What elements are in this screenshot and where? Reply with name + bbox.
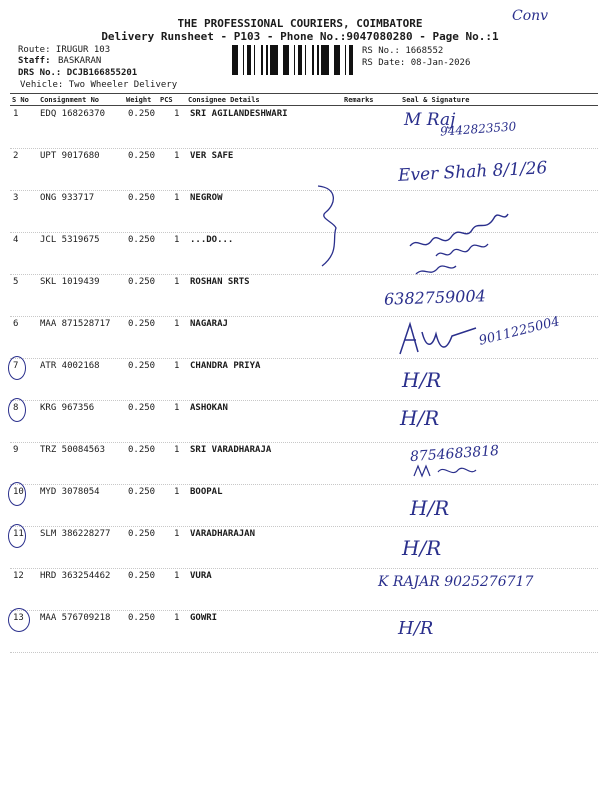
col-weight: Weight — [126, 96, 152, 104]
row-separator — [10, 400, 598, 401]
route-info: Route: IRUGUR 103 — [18, 45, 111, 55]
row-consignment-no: UPT 9017680 — [40, 151, 100, 161]
runsheet-title: Delivery Runsheet - P103 - Phone No.:9047080280 - Page No.:1 — [101, 30, 499, 43]
row-sno: 7 — [13, 361, 19, 371]
row-consignee: SRI VARADHARAJA — [190, 445, 272, 455]
row-separator — [10, 442, 598, 443]
row2-signature: Ever Shah 8/1/26 — [397, 158, 548, 186]
row-consignee: VARADHARAJAN — [190, 529, 256, 539]
row8-remark: H/R — [400, 406, 440, 430]
row9-phone: 8754683818 — [409, 442, 500, 466]
rs-date: RS Date: 08-Jan-2026 — [362, 58, 471, 68]
row-consignee: GOWRI — [190, 613, 218, 623]
row-consignment-no: ATR 4002168 — [40, 361, 100, 371]
row-weight: 0.250 — [128, 403, 156, 413]
row-weight: 0.250 — [128, 529, 156, 539]
row-pcs: 1 — [174, 151, 180, 161]
ditto-brace-mark — [312, 182, 342, 272]
row-consignment-no: TRZ 50084563 — [40, 445, 106, 455]
row6-signature — [396, 318, 486, 360]
row12-signature-phone: K RAJAR 9025276717 — [378, 574, 534, 590]
row-weight: 0.250 — [128, 361, 156, 371]
row-consignee: VURA — [190, 571, 212, 581]
row-consignee: CHANDRA PRIYA — [190, 361, 261, 371]
row-pcs: 1 — [174, 529, 180, 539]
row10-circle-mark — [8, 482, 26, 506]
row-consignment-no: KRG 967356 — [40, 403, 95, 413]
drs-number: DRS No.: DCJB166855201 — [18, 68, 138, 78]
barcode — [232, 45, 356, 75]
row11-circle-mark — [8, 524, 26, 548]
row10-remark: H/R — [410, 496, 450, 520]
row-weight: 0.250 — [128, 319, 156, 329]
row-sno: 8 — [13, 403, 19, 413]
row-sno: 9 — [13, 445, 19, 455]
col-pcs: PCS — [160, 96, 173, 104]
row-pcs: 1 — [174, 361, 180, 371]
row-weight: 0.250 — [128, 109, 156, 119]
row-separator — [10, 610, 598, 611]
row-consignment-no: SKL 1019439 — [40, 277, 100, 287]
row13-remark: H/R — [398, 618, 434, 639]
row-separator — [10, 358, 598, 359]
row-sno: 13 — [13, 613, 24, 623]
row-consignment-no: JCL 5319675 — [40, 235, 100, 245]
row-consignee: SRI AGILANDESHWARI — [190, 109, 288, 119]
col-consignee: Consignee Details — [188, 96, 260, 104]
row11-remark: H/R — [402, 536, 442, 560]
row-consignee: VER SAFE — [190, 151, 234, 161]
row-sno: 11 — [13, 529, 24, 539]
row-weight: 0.250 — [128, 613, 156, 623]
row-weight: 0.250 — [128, 487, 156, 497]
row-pcs: 1 — [174, 487, 180, 497]
row-sno: 1 — [13, 109, 19, 119]
row-sno: 10 — [13, 487, 24, 497]
row-sno: 12 — [13, 571, 24, 581]
col-consignment: Consignment No — [40, 96, 100, 104]
row8-circle-mark — [8, 398, 26, 422]
row-pcs: 1 — [174, 235, 180, 245]
row-consignee: NEGROW — [190, 193, 223, 203]
row-pcs: 1 — [174, 613, 180, 623]
staff-name: BASKARAN — [58, 56, 102, 66]
row-sno: 2 — [13, 151, 19, 161]
header-bottom-rule — [10, 105, 598, 106]
row-consignment-no: SLM 386228277 — [40, 529, 111, 539]
row-sno: 4 — [13, 235, 19, 245]
row-separator — [10, 652, 598, 653]
staff-label: Staff: — [18, 56, 51, 66]
row-weight: 0.250 — [128, 235, 156, 245]
row-separator — [10, 568, 598, 569]
row-consignment-no: ONG 933717 — [40, 193, 95, 203]
row-pcs: 1 — [174, 109, 180, 119]
row-consignment-no: MAA 576709218 — [40, 613, 111, 623]
row-consignee: BOOPAL — [190, 487, 223, 497]
row1-signature: M Raj — [404, 110, 456, 130]
row-consignee: ASHOKAN — [190, 403, 228, 413]
row-sno: 3 — [13, 193, 19, 203]
row7-circle-mark — [8, 356, 26, 380]
row-weight: 0.250 — [128, 193, 156, 203]
corner-handwritten-note: Conv — [512, 8, 549, 24]
row-consignment-no: HRD 363254462 — [40, 571, 111, 581]
row-separator — [10, 148, 598, 149]
row-pcs: 1 — [174, 571, 180, 581]
rs-number: RS No.: 1668552 — [362, 46, 444, 56]
col-remarks: Remarks — [344, 96, 374, 104]
company-title: THE PROFESSIONAL COURIERS, COIMBATORE — [177, 17, 423, 30]
col-seal-signature: Seal & Signature — [402, 96, 470, 104]
row-consignment-no: MAA 871528717 — [40, 319, 111, 329]
row-weight: 0.250 — [128, 571, 156, 581]
row-separator — [10, 484, 598, 485]
row-sno: 5 — [13, 277, 19, 287]
row7-remark: H/R — [402, 368, 442, 392]
row-consignee: ...DO... — [190, 235, 234, 245]
row-consignee: NAGARAJ — [190, 319, 228, 329]
row-pcs: 1 — [174, 403, 180, 413]
row9-initials — [412, 462, 482, 480]
row-weight: 0.250 — [128, 445, 156, 455]
header-top-rule — [10, 93, 598, 94]
row-consignment-no: EDQ 16826370 — [40, 109, 106, 119]
row-separator — [10, 316, 598, 317]
row-weight: 0.250 — [128, 277, 156, 287]
row-consignee: ROSHAN SRTS — [190, 277, 250, 287]
row-weight: 0.250 — [128, 151, 156, 161]
row-separator — [10, 190, 598, 191]
row-pcs: 1 — [174, 277, 180, 287]
row-sno: 6 — [13, 319, 19, 329]
vehicle-info: Vehicle: Two Wheeler Delivery — [20, 80, 178, 90]
row-pcs: 1 — [174, 445, 180, 455]
row-consignment-no: MYD 3078054 — [40, 487, 100, 497]
row-pcs: 1 — [174, 319, 180, 329]
row-separator — [10, 526, 598, 527]
row1-phone: 9442823530 — [439, 119, 517, 139]
row6-phone: 9011225004 — [477, 314, 562, 349]
row13-circle-mark — [8, 608, 30, 632]
col-sno: S No — [12, 96, 29, 104]
row4-local-script-note — [406, 196, 526, 276]
row-pcs: 1 — [174, 193, 180, 203]
row5-phone: 6382759004 — [383, 286, 487, 309]
